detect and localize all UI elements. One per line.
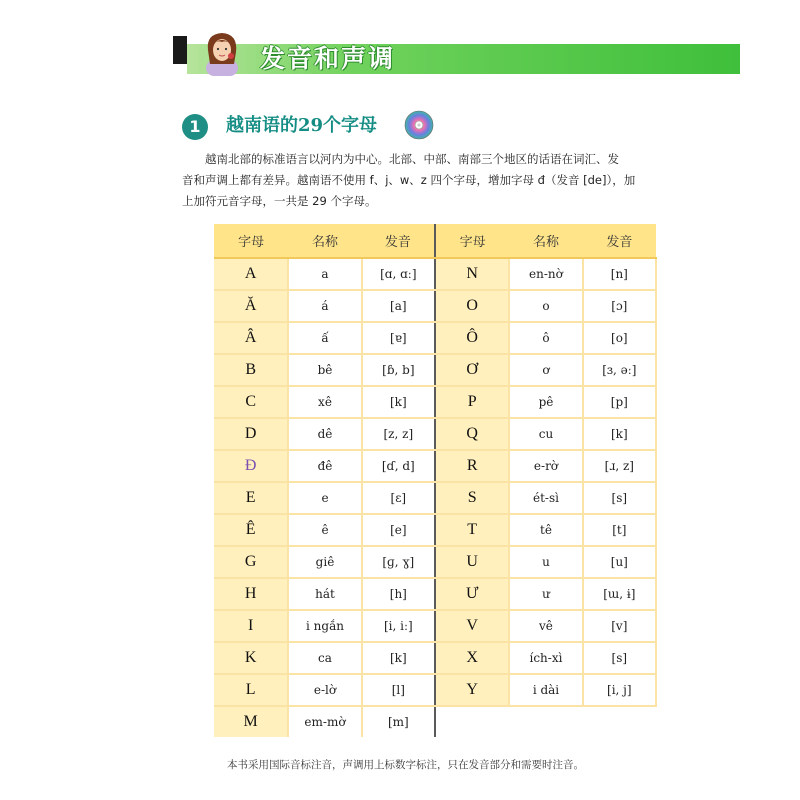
pronunciation-cell: [s]	[583, 642, 656, 674]
name-cell: i dài	[509, 674, 582, 706]
name-cell: bê	[288, 354, 361, 386]
pronunciation-cell: [v]	[583, 610, 656, 642]
table-row	[214, 386, 656, 418]
letter-cell: U	[435, 546, 509, 578]
pronunciation-cell: [ɡ, ɣ]	[362, 546, 435, 578]
name-cell: e	[288, 482, 361, 514]
pronunciation-cell: [ɹ, z]	[583, 450, 656, 482]
letter-cell: Ơ	[435, 354, 509, 386]
letter-cell: V	[435, 610, 509, 642]
letter-cell: K	[214, 642, 288, 674]
pronunciation-cell: [n]	[583, 258, 656, 290]
pronunciation-cell: [ɜ, əː]	[583, 354, 656, 386]
name-cell: ơ	[509, 354, 582, 386]
table-row	[214, 514, 656, 546]
pronunciation-cell: [i, j]	[583, 674, 656, 706]
pronunciation-cell: [u]	[583, 546, 656, 578]
table-row	[214, 450, 656, 482]
table-header-row	[214, 224, 656, 258]
name-cell: ét-sì	[509, 482, 582, 514]
letter-cell: X	[435, 642, 509, 674]
page-title: 发音和声调	[260, 44, 396, 73]
name-cell: ấ	[288, 322, 361, 354]
section-heading: 越南语的29个字母	[226, 115, 378, 136]
name-cell: en-nờ	[509, 258, 582, 290]
pronunciation-cell: [ɑ, ɑː]	[362, 258, 435, 290]
letter-cell: Ô	[435, 322, 509, 354]
column-header: 发音	[583, 224, 656, 258]
table-row	[214, 482, 656, 514]
name-cell: em-mờ	[288, 706, 361, 737]
name-cell: ư	[509, 578, 582, 610]
name-cell: o	[509, 290, 582, 322]
table-row	[214, 418, 656, 450]
table-row	[214, 322, 656, 354]
pronunciation-cell: [k]	[362, 386, 435, 418]
letter-cell: M	[214, 706, 288, 737]
footnote: 本书采用国际音标注音，声调用上标数字标注，只在发音部分和需要时注音。	[227, 759, 584, 771]
name-cell: đê	[288, 450, 361, 482]
empty-cell	[435, 706, 656, 737]
name-cell: e-lờ	[288, 674, 361, 706]
letter-cell: C	[214, 386, 288, 418]
letter-cell: B	[214, 354, 288, 386]
name-cell: ích-xì	[509, 642, 582, 674]
letter-cell: G	[214, 546, 288, 578]
letter-cell: A	[214, 258, 288, 290]
name-cell: hát	[288, 578, 361, 610]
pronunciation-cell: [ɔ]	[583, 290, 656, 322]
letter-cell: O	[435, 290, 509, 322]
pronunciation-cell: [ɗ, d]	[362, 450, 435, 482]
letter-cell: T	[435, 514, 509, 546]
letter-cell: Ă	[214, 290, 288, 322]
letter-cell: Ư	[435, 578, 509, 610]
letter-cell: P	[435, 386, 509, 418]
letter-cell: N	[435, 258, 509, 290]
letter-cell: Y	[435, 674, 509, 706]
letter-cell: Â	[214, 322, 288, 354]
letter-cell: S	[435, 482, 509, 514]
column-header: 名称	[509, 224, 582, 258]
name-cell: ô	[509, 322, 582, 354]
name-cell: i ngắn	[288, 610, 361, 642]
name-cell: dê	[288, 418, 361, 450]
table-row	[214, 258, 656, 290]
pronunciation-cell: [i, iː]	[362, 610, 435, 642]
name-cell: á	[288, 290, 361, 322]
name-cell: a	[288, 258, 361, 290]
table-row	[214, 642, 656, 674]
letter-cell: D	[214, 418, 288, 450]
name-cell: tê	[509, 514, 582, 546]
intro-line: 越南北部的标准语言以河内为中心。北部、中部、南部三个地区的话语在词汇、发	[205, 152, 619, 166]
letter-cell: Ê	[214, 514, 288, 546]
name-cell: vê	[509, 610, 582, 642]
table-row	[214, 578, 656, 610]
pronunciation-cell: [h]	[362, 578, 435, 610]
pronunciation-cell: [k]	[362, 642, 435, 674]
pronunciation-cell: [ɛ]	[362, 482, 435, 514]
name-cell: ê	[288, 514, 361, 546]
name-cell: u	[509, 546, 582, 578]
pronunciation-cell: [l]	[362, 674, 435, 706]
section-number-badge: 1	[182, 114, 208, 140]
pronunciation-cell: [z, z]	[362, 418, 435, 450]
letter-cell: Đ	[214, 450, 288, 482]
pronunciation-cell: [ɓ, b]	[362, 354, 435, 386]
table-row	[214, 674, 656, 706]
name-cell: e-rờ	[509, 450, 582, 482]
pronunciation-cell: [t]	[583, 514, 656, 546]
pronunciation-cell: [k]	[583, 418, 656, 450]
name-cell: xê	[288, 386, 361, 418]
table-row	[214, 610, 656, 642]
alphabet-table	[214, 224, 657, 737]
column-header: 名称	[288, 224, 361, 258]
audio-cd-icon[interactable]	[404, 110, 434, 140]
letter-cell: Q	[435, 418, 509, 450]
column-header: 字母	[435, 224, 509, 258]
pronunciation-cell: [ɯ, ɨ]	[583, 578, 656, 610]
pronunciation-cell: [m]	[362, 706, 435, 737]
letter-cell: H	[214, 578, 288, 610]
intro-line: 音和声调上都有差异。越南语不使用 f、j、w、z 四个字母，增加字母 đ（发音 [de]），加	[182, 173, 636, 187]
table-row	[214, 546, 656, 578]
letter-cell: I	[214, 610, 288, 642]
letter-cell: E	[214, 482, 288, 514]
column-header: 字母	[214, 224, 288, 258]
pronunciation-cell: [o]	[583, 322, 656, 354]
intro-line: 上加符元音字母，一共是 29 个字母。	[182, 194, 377, 208]
name-cell: cu	[509, 418, 582, 450]
header-tab-marker	[173, 36, 187, 64]
pronunciation-cell: [ɐ]	[362, 322, 435, 354]
table-body	[214, 258, 656, 737]
girl-illustration-icon	[198, 30, 246, 76]
table-row	[214, 706, 656, 737]
name-cell: pê	[509, 386, 582, 418]
pronunciation-cell: [p]	[583, 386, 656, 418]
pronunciation-cell: [s]	[583, 482, 656, 514]
name-cell: ca	[288, 642, 361, 674]
intro-paragraph	[182, 149, 660, 212]
name-cell: giê	[288, 546, 361, 578]
column-header: 发音	[362, 224, 435, 258]
letter-cell: R	[435, 450, 509, 482]
table-row	[214, 290, 656, 322]
table-row	[214, 354, 656, 386]
letter-cell: L	[214, 674, 288, 706]
pronunciation-cell: [a]	[362, 290, 435, 322]
pronunciation-cell: [e]	[362, 514, 435, 546]
